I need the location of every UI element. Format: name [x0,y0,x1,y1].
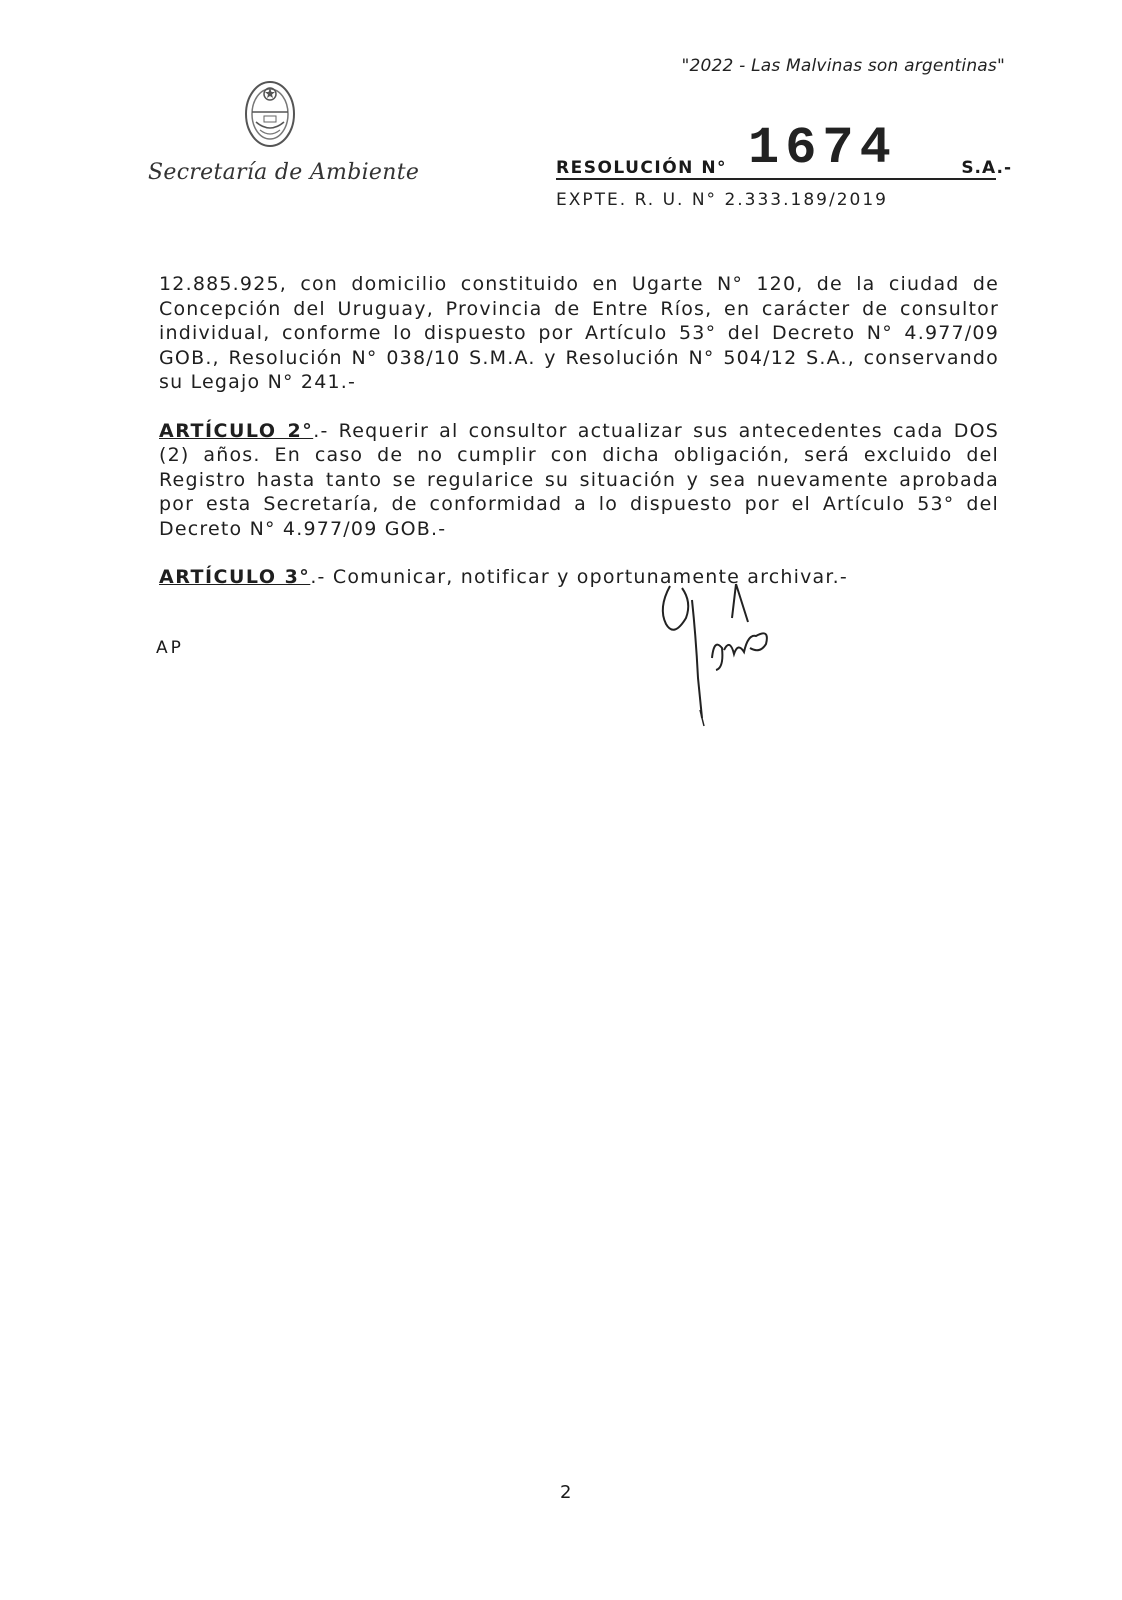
paragraph-continuation: 12.885.925, con domicilio constituido en Ugarte N° 120, de la ciudad de Concepción del Uruguay, Provincia de Entre Ríos, en carácter de consultor individual, conforme lo dispuesto por Artículo 53° del Decreto N° 4.977/09 GOB., Resolución N° 038/10 S.M.A. y Resolución N° 504/12 S.A., conservando su Legajo N° 241.- [159,273,999,393]
resolution-underline [556,178,996,180]
article-2-text: .- Requerir al consultor actualizar sus antecedentes cada DOS (2) años. En caso de no cumplir con dicha obligación, será excluido del Registro hasta tanto se regularice su situación y sea nuevamente aprobada por esta Secretaría, de conformidad a lo dispuesto por el Artículo 53° del Decreto N° 4.977/09 GOB.- [159,419,999,540]
page-number: 2 [560,1482,572,1503]
handwritten-signature [652,578,782,728]
article-3-text: .- Comunicar, notificar y oportunamente archivar.- [310,566,848,588]
document-body [159,272,999,614]
resolution-suffix: S.A.- [961,158,1012,178]
article-3 [159,565,999,590]
resolution-number: 1674 [748,119,897,178]
article-3-heading: ARTÍCULO 3° [159,566,311,588]
article-2 [159,419,999,542]
motto-text: "2022 - Las Malvinas son argentinas" [681,56,1005,76]
typist-initials: AP [156,638,184,658]
ministry-name: Secretaría de Ambiente [148,160,420,185]
resolution-label: RESOLUCIÓN N° [556,158,728,178]
article-2-heading: ARTÍCULO 2° [159,419,314,442]
expediente-number: EXPTE. R. U. N° 2.333.189/2019 [556,190,888,210]
resolution-heading [556,106,1012,186]
coat-of-arms-icon [240,72,300,152]
